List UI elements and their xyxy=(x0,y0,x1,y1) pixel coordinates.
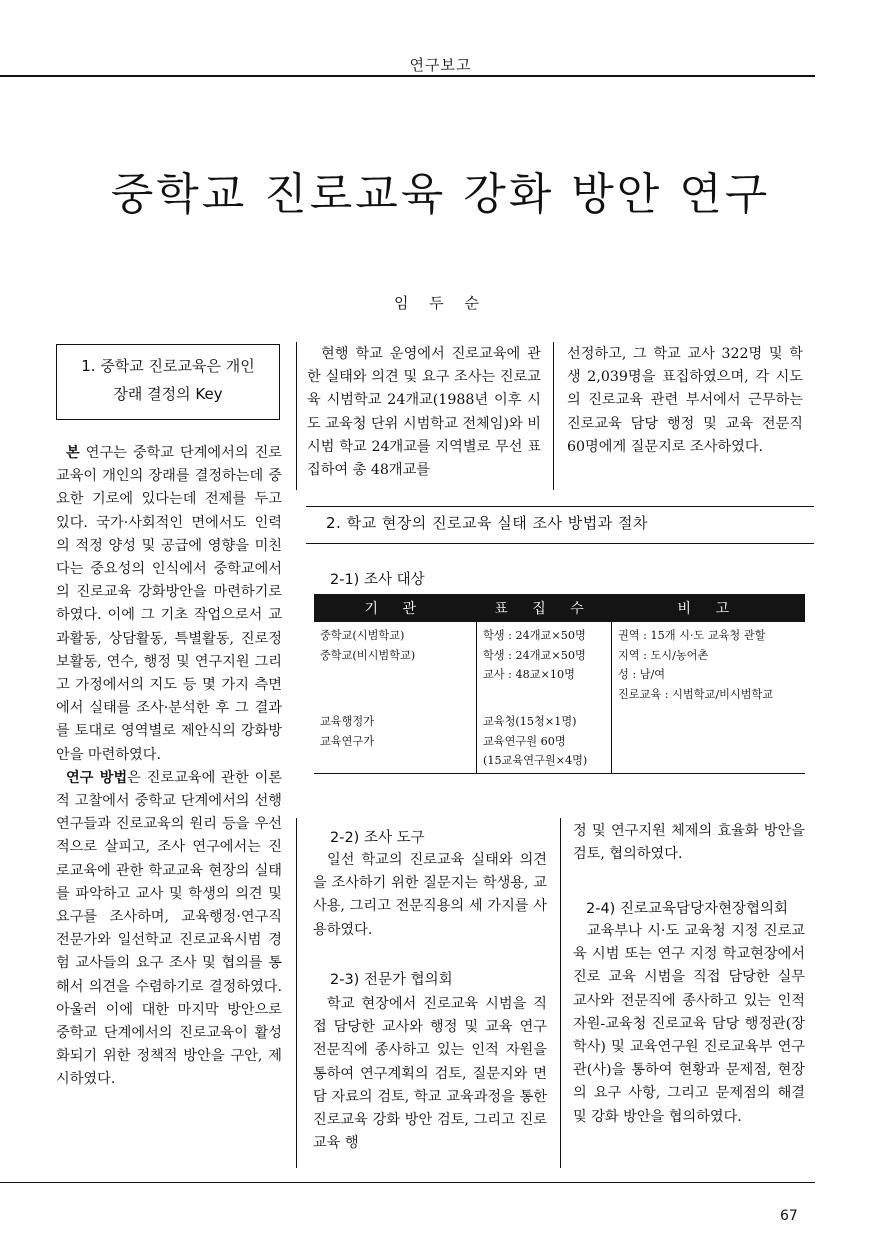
section1-paragraph2 xyxy=(56,767,282,1092)
cell-line: 교육연구가 xyxy=(320,734,375,748)
subsection-2-1-heading: 2-1) 조사 대상 xyxy=(330,572,425,588)
cell-line: 중학교(시범학교) xyxy=(320,629,405,642)
subsection-2-4-text: 교육부나 시·도 교육청 지정 진로교육 시범 또는 연구 지정 학교현장에서 진로 교육 시범을 직접 담당한 실무 교사와 전문직에 종사하고 있는 인적 자원-교육청 진로교육 담당 행정관(장학사) 및 교육연구원 진로교육부 연구관(사)을 통하여 현황과 문제점, 현장의 요구 사항, 그리고 문제점의 해결 및 강화 방안을 협의하였다. xyxy=(573,923,805,1125)
table-header-row xyxy=(314,594,805,622)
cell-line: 중학교(비시범학교) xyxy=(320,648,416,662)
author-name: 임 두 순 xyxy=(393,294,487,312)
cell-line: 학생 : 24개교×50명 xyxy=(483,629,586,642)
column-divider xyxy=(560,818,561,1168)
cell-line: 교육연구원 60명 xyxy=(483,734,566,748)
section1-title xyxy=(56,352,280,408)
column2-top-text: 현행 학교 운영에서 진로교육에 관한 실태와 의견 및 요구 조사는 진로교육 시범학교 24개교(1988년 이후 시도 교육청 단위 시범학교 전체임)와 비시범 학교 24개교를 지역별로 무선 표집하여 총 48개교를 xyxy=(307,346,541,479)
table-row xyxy=(314,622,805,706)
page-number: 67 xyxy=(780,1208,798,1224)
cell-line: 성 : 남/여 xyxy=(618,668,666,681)
running-header: 연구보고 xyxy=(409,56,472,74)
section1-paragraph1 xyxy=(56,442,282,767)
section1-title-line1: 1. 중학교 진로교육은 개인 xyxy=(81,357,255,375)
article-title: 중학교 진로교육 강화 방안 연구 xyxy=(110,169,771,220)
cell-line: 학생 : 24개교×50명 xyxy=(483,648,586,662)
cell-line: 교사 : 48교×10명 xyxy=(483,668,575,681)
header-rule xyxy=(0,75,815,77)
subsection-2-3-text: 학교 현장에서 진로교육 시범을 직접 담당한 교사와 행정 및 교육 연구 전문직에 종사하고 있는 인적 자원을 통하여 연구계획의 검토, 질문지와 면담 자료의 검토, 학교 교육과정을 통한 진로교육 강화 방안 검토, 그리고 진로교육 행 xyxy=(313,996,547,1152)
subsection-2-3-heading: 2-3) 전문가 협의회 xyxy=(330,972,453,988)
column-divider xyxy=(553,342,554,490)
paragraph2-text: 은 진로교육에 관한 이론적 고찰에서 중학교 단계에서의 선행 연구들과 진로교육의 원리 등을 우선적으로 살피고, 조사 연구에서는 진로교육에 관한 학교교육 현장의 실태를 파악하고 교사 및 학생의 의견 및 요구를 조사하며, 교육행정·연구직 전문가와 일선학교 진로교육시범 경험 교사들의 요구 조사 및 협의를 통해서 의견을 수렴하기로 결정하였다. 아울러 이에 대한 마지막 방안으로 중학교 단계에서의 진로교육이 활성화되기 위한 정책적 방안을 구안, 제시하였다. xyxy=(56,769,282,1088)
cell-line: 지역 : 도시/농어촌 xyxy=(618,648,709,662)
subsection-2-2-heading: 2-2) 조사 도구 xyxy=(330,830,425,846)
cell-line: 진로교육 : 시범학교/비시범학교 xyxy=(618,687,774,701)
table-cell xyxy=(612,622,806,706)
table-header-cell: 기 관 xyxy=(314,594,477,622)
table-header-cell: 비 고 xyxy=(612,594,806,622)
section1-title-line2: 장래 결정의 Key xyxy=(113,385,223,403)
cell-line: 권역 : 15개 시·도 교육청 관할 xyxy=(618,629,766,642)
subsection-2-4-heading: 2-4) 진로교육담당자현장협의회 xyxy=(586,901,789,917)
table-header-cell: 표 집 수 xyxy=(477,594,612,622)
cell-line: 교육청(15청×1명) xyxy=(483,715,577,728)
survey-target-table xyxy=(314,594,805,774)
column1-body xyxy=(56,442,282,1092)
table-cell xyxy=(314,622,477,706)
column3-top-text: 선정하고, 그 학교 교사 322명 및 학생 2,039명을 표집하였으며, 각 시도의 진로교육 관련 부서에서 근무하는 진로교육 담당 행정 및 교육 전문직 60명에게 질문지로 조사하였다. xyxy=(567,346,803,455)
table-row xyxy=(314,706,805,773)
paragraph1-lead: 본 xyxy=(66,445,80,461)
cell-line: (15교육연구원×4명) xyxy=(483,754,588,767)
column3-continued-text: 정 및 연구지원 체제의 효율화 방안을 검토, 협의하였다. xyxy=(573,823,805,863)
column-divider xyxy=(296,342,297,490)
table-cell xyxy=(314,706,477,773)
table-cell xyxy=(477,622,612,706)
paragraph2-lead: 연구 방법 xyxy=(66,769,128,786)
cell-line: 교육행정가 xyxy=(320,715,375,728)
column-divider xyxy=(296,818,297,1168)
table-cell xyxy=(477,706,612,773)
subsection-2-2-text: 일선 학교의 진로교육 실태와 의견을 조사하기 위한 질문지는 학생용, 교사용, 그리고 전문직용의 세 가지를 사용하였다. xyxy=(313,852,547,938)
footer-rule xyxy=(0,1182,815,1183)
section2-title: 2. 학교 현장의 진로교육 실태 조사 방법과 절차 xyxy=(326,514,649,532)
paragraph1-text: 연구는 중학교 단계에서의 진로교육이 개인의 장래를 결정하는데 중요한 기로에 있다는데 전제를 두고 있다. 국가·사회적인 면에서도 인력의 적정 양성 및 공급에 영향을 미친다는 중요성의 인식에서 중학교에서의 진로교육 강화방안을 마련하기로 하였다. 이에 그 기초 작업으로서 교과활동, 상담활동, 특별활동, 진로정보활동, 연수, 행정 및 연구지원 그리고 가정에서의 지도 등 몇 가지 측면에서 실태를 조사·분석한 후 그 결과를 토대로 영역별로 제안식의 강화방안을 마련하였다. xyxy=(56,445,282,763)
table-cell xyxy=(612,706,806,773)
